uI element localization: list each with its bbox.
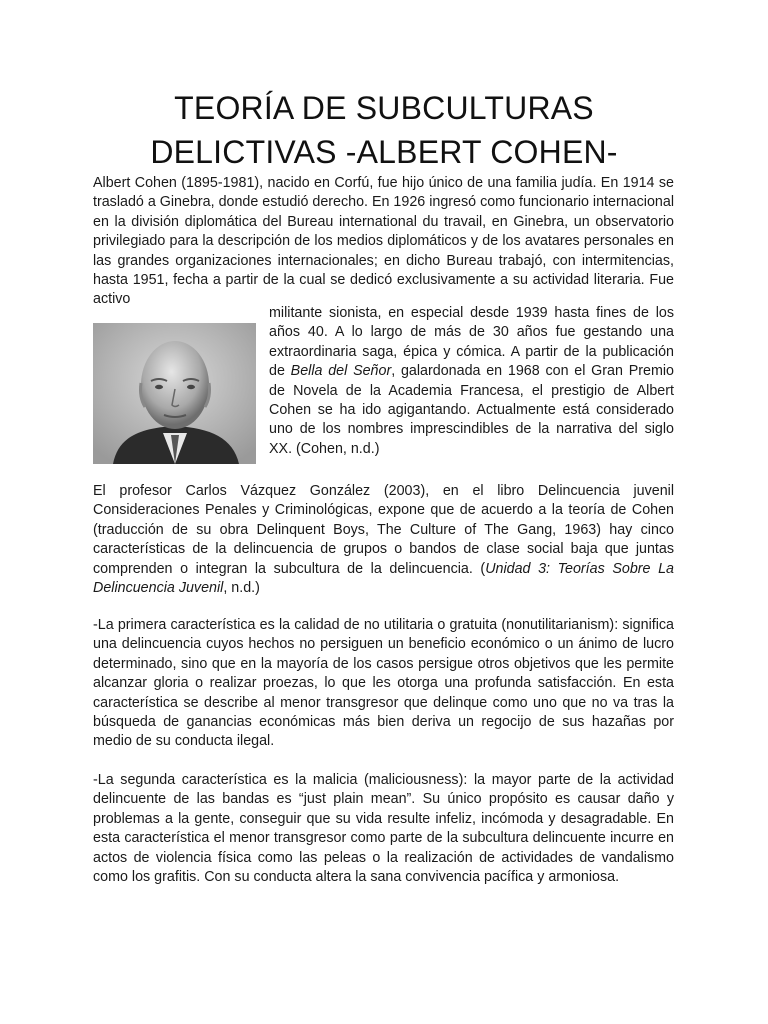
wrap-text-before: militante sionista, en especial desde 1939 hasta fines de los años 40. A lo largo de más de 30 años fue gestando una extraordinaria saga, épica y cómica. A partir de la publicación de: [269, 305, 674, 380]
albert-cohen-portrait: [93, 323, 256, 464]
paragraph-vazquez: [93, 482, 674, 598]
p2-italic-source: Unidad 3: Teorías Sobre La Delincuencia Juvenil: [93, 560, 674, 597]
paragraph-first-characteristic: -La primera característica es la calidad de no utilitaria o gratuita (nonutilitarianism): significa una delincuencia cuyos hechos no persiguen un beneficio económico o un ánimo de lucro determinado, sino que en la mayoría de los casos persigue otros objetivos que les permite alcanzar gloria o realizar proezas, lo que les otorga una profunda satisfacción. En esta característica se describe al menor transgresor que delinque como uno que no va tras la búsqueda de ganancias económicas más bien deriva un regocijo de sus hazañas por medio de su conducta ilegal.: [93, 617, 674, 750]
paragraph-biography-continued: [269, 304, 674, 459]
paragraph-second-characteristic: -La segunda característica es la malicia (maliciousness): la mayor parte de la actividad delincuente de las bandas es “just plain mean”. Su único propósito es causar daño y problemas a la gente, conseguir que su vida resulte infeliz, incómoda y desagradable. En esta característica el menor transgresor como parte de la subcultura delincuente incurre en actos de violencia física como las peleas o la realización de actividades de vandalismo como los grafitis. Con su conducta altera la sana convivencia pacífica y armoniosa.: [93, 772, 674, 886]
p2-tail: , n.d.): [223, 580, 260, 597]
book-title-italic: Bella del Señor: [290, 363, 392, 380]
page-title: [0, 86, 768, 174]
photo-text-block: [93, 302, 674, 466]
title-line-2: DELICTIVAS -ALBERT COHEN-: [150, 134, 618, 170]
p2-main: El profesor Carlos Vázquez González (2003), en el libro Delincuencia juvenil Consideraciones Penales y Criminológicas, expone que de acuerdo a la teoría de Cohen (traducción de su obra Delinquent Boys, The Culture of The Gang, 1963) hay cinco características de la delincuencia de grupos o bandos de clase social baja que juntas comprenden o integran la subcultura de la delincuencia. (: [93, 483, 674, 577]
wrap-text-after: , galardonada en 1968 con el Gran Premio de Novela de la Academia Francesa, el prestigio de Albert Cohen se ha ido agigantando. Actualmente está considerado uno de los nombres imprescindibles de la narrativa del siglo XX. (Cohen, n.d.): [269, 363, 675, 457]
title-line-1: TEORÍA DE SUBCULTURAS: [174, 90, 594, 126]
paragraph-biography: Albert Cohen (1895-1981), nacido en Corfú, fue hijo único de una familia judía. En 1914 se trasladó a Ginebra, donde estudió derecho. En 1926 ingresó como funcionario internacional en la división diplomática del Bureau international du travail, en Ginebra, un observatorio privilegiado para la descripción de los medios diplomáticos y de los avatares personales en las grandes organizaciones internacionales; en dicho Bureau trabajó, con intermitencias, hasta 1951, fecha a partir de la cual se dedicó exclusivamente a su actividad literaria. Fue activo: [93, 175, 674, 308]
